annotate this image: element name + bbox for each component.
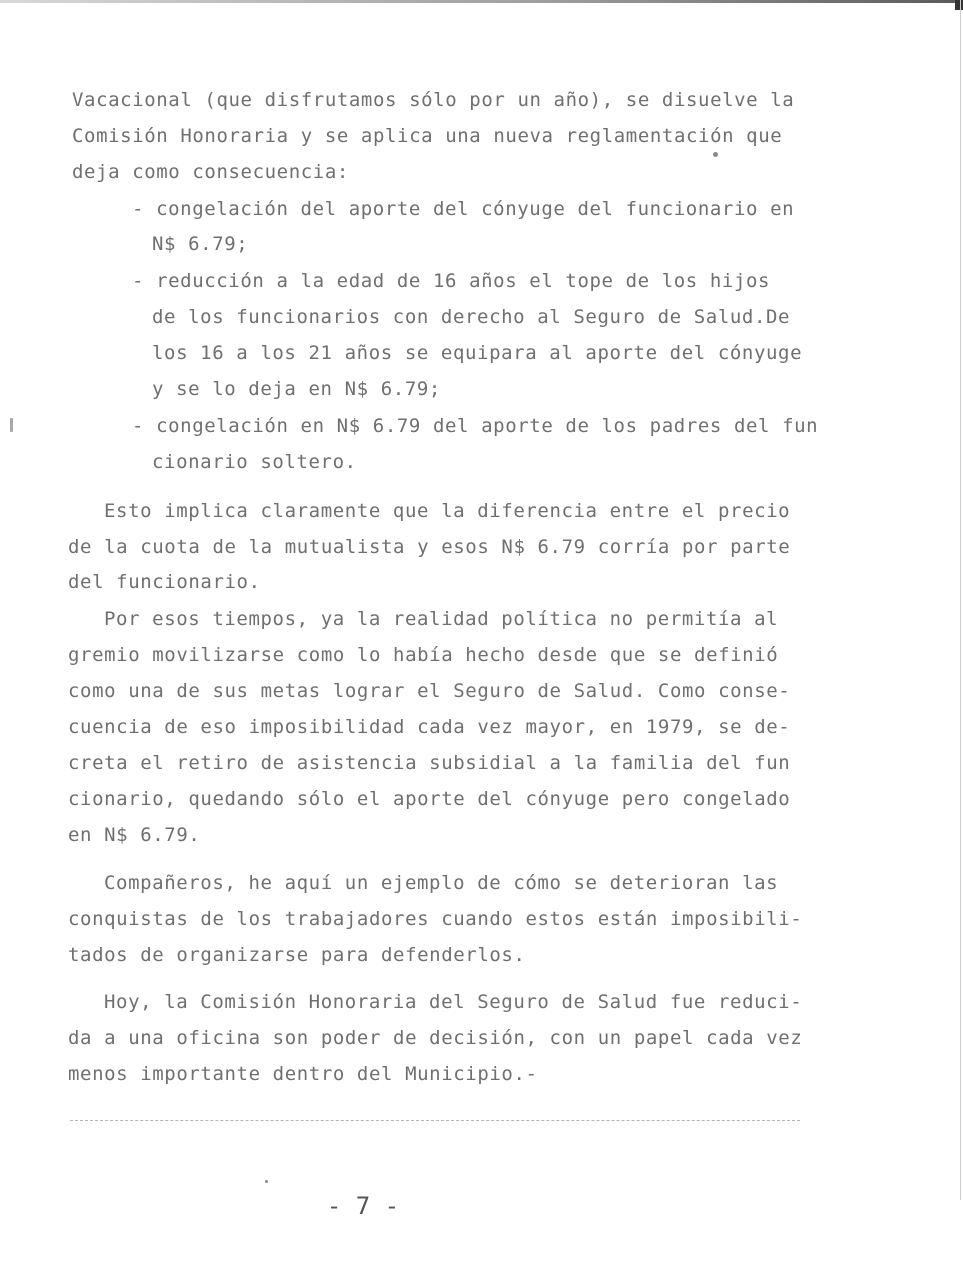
text-line: Por esos tiempos, ya la realidad política no permitía al <box>104 608 779 630</box>
text-line: y se lo deja en N$ 6.79; <box>152 378 441 400</box>
text-line: cuencia de eso imposibilidad cada vez mayor, en 1979, se de- <box>68 716 791 738</box>
text-line: cionario soltero. <box>152 451 357 473</box>
text-line: los 16 a los 21 años se equipara al aporte del cónyuge <box>152 342 803 364</box>
scan-mark <box>10 418 13 432</box>
text-line: Compañeros, he aquí un ejemplo de cómo se deterioran las <box>104 872 779 894</box>
scan-corner-mark <box>955 0 963 10</box>
page-top-edge <box>0 0 963 3</box>
bullet-line: - congelación en N$ 6.79 del aporte de los padres del fun <box>132 415 819 437</box>
bullet-line: - congelación del aporte del cónyuge del funcionario en <box>132 198 795 220</box>
text-line: menos importante dentro del Municipio.- <box>68 1063 538 1085</box>
text-line: tados de organizarse para defenderlos. <box>68 944 526 966</box>
page-number: - 7 - <box>326 1192 400 1220</box>
text-line: Esto implica claramente que la diferencia entre el precio <box>104 500 791 522</box>
text-line: de los funcionarios con derecho al Seguro de Salud.De <box>152 306 791 328</box>
text-line: Comisión Honoraria y se aplica una nueva reglamentación que <box>72 125 783 147</box>
footer-divider <box>70 1120 800 1121</box>
text-line: Vacacional (que disfrutamos sólo por un año), se disuelve la <box>72 89 795 111</box>
text-line: como una de sus metas lograr el Seguro de Salud. Como conse- <box>68 680 791 702</box>
scan-speck <box>713 152 718 157</box>
text-line: Hoy, la Comisión Honoraria del Seguro de Salud fue reduci- <box>104 991 803 1013</box>
text-line: creta el retiro de asistencia subsidial a la familia del fun <box>68 752 791 774</box>
text-line: gremio movilizarse como lo había hecho desde que se definió <box>68 644 779 666</box>
text-line: da a una oficina son poder de decisión, con un papel cada vez <box>68 1027 803 1049</box>
text-line: conquistas de los trabajadores cuando estos están imposibili- <box>68 908 803 930</box>
page-right-edge <box>960 0 961 1200</box>
text-line: de la cuota de la mutualista y esos N$ 6.79 corría por parte <box>68 536 791 558</box>
text-line: en N$ 6.79. <box>68 824 201 846</box>
bullet-line: - reducción a la edad de 16 años el tope de los hijos <box>132 270 771 292</box>
text-line: N$ 6.79; <box>152 233 249 255</box>
text-line: deja como consecuencia: <box>72 161 349 183</box>
text-line: del funcionario. <box>68 571 261 593</box>
scan-speck <box>265 1180 268 1183</box>
text-line: cionario, quedando sólo el aporte del cónyuge pero congelado <box>68 788 791 810</box>
